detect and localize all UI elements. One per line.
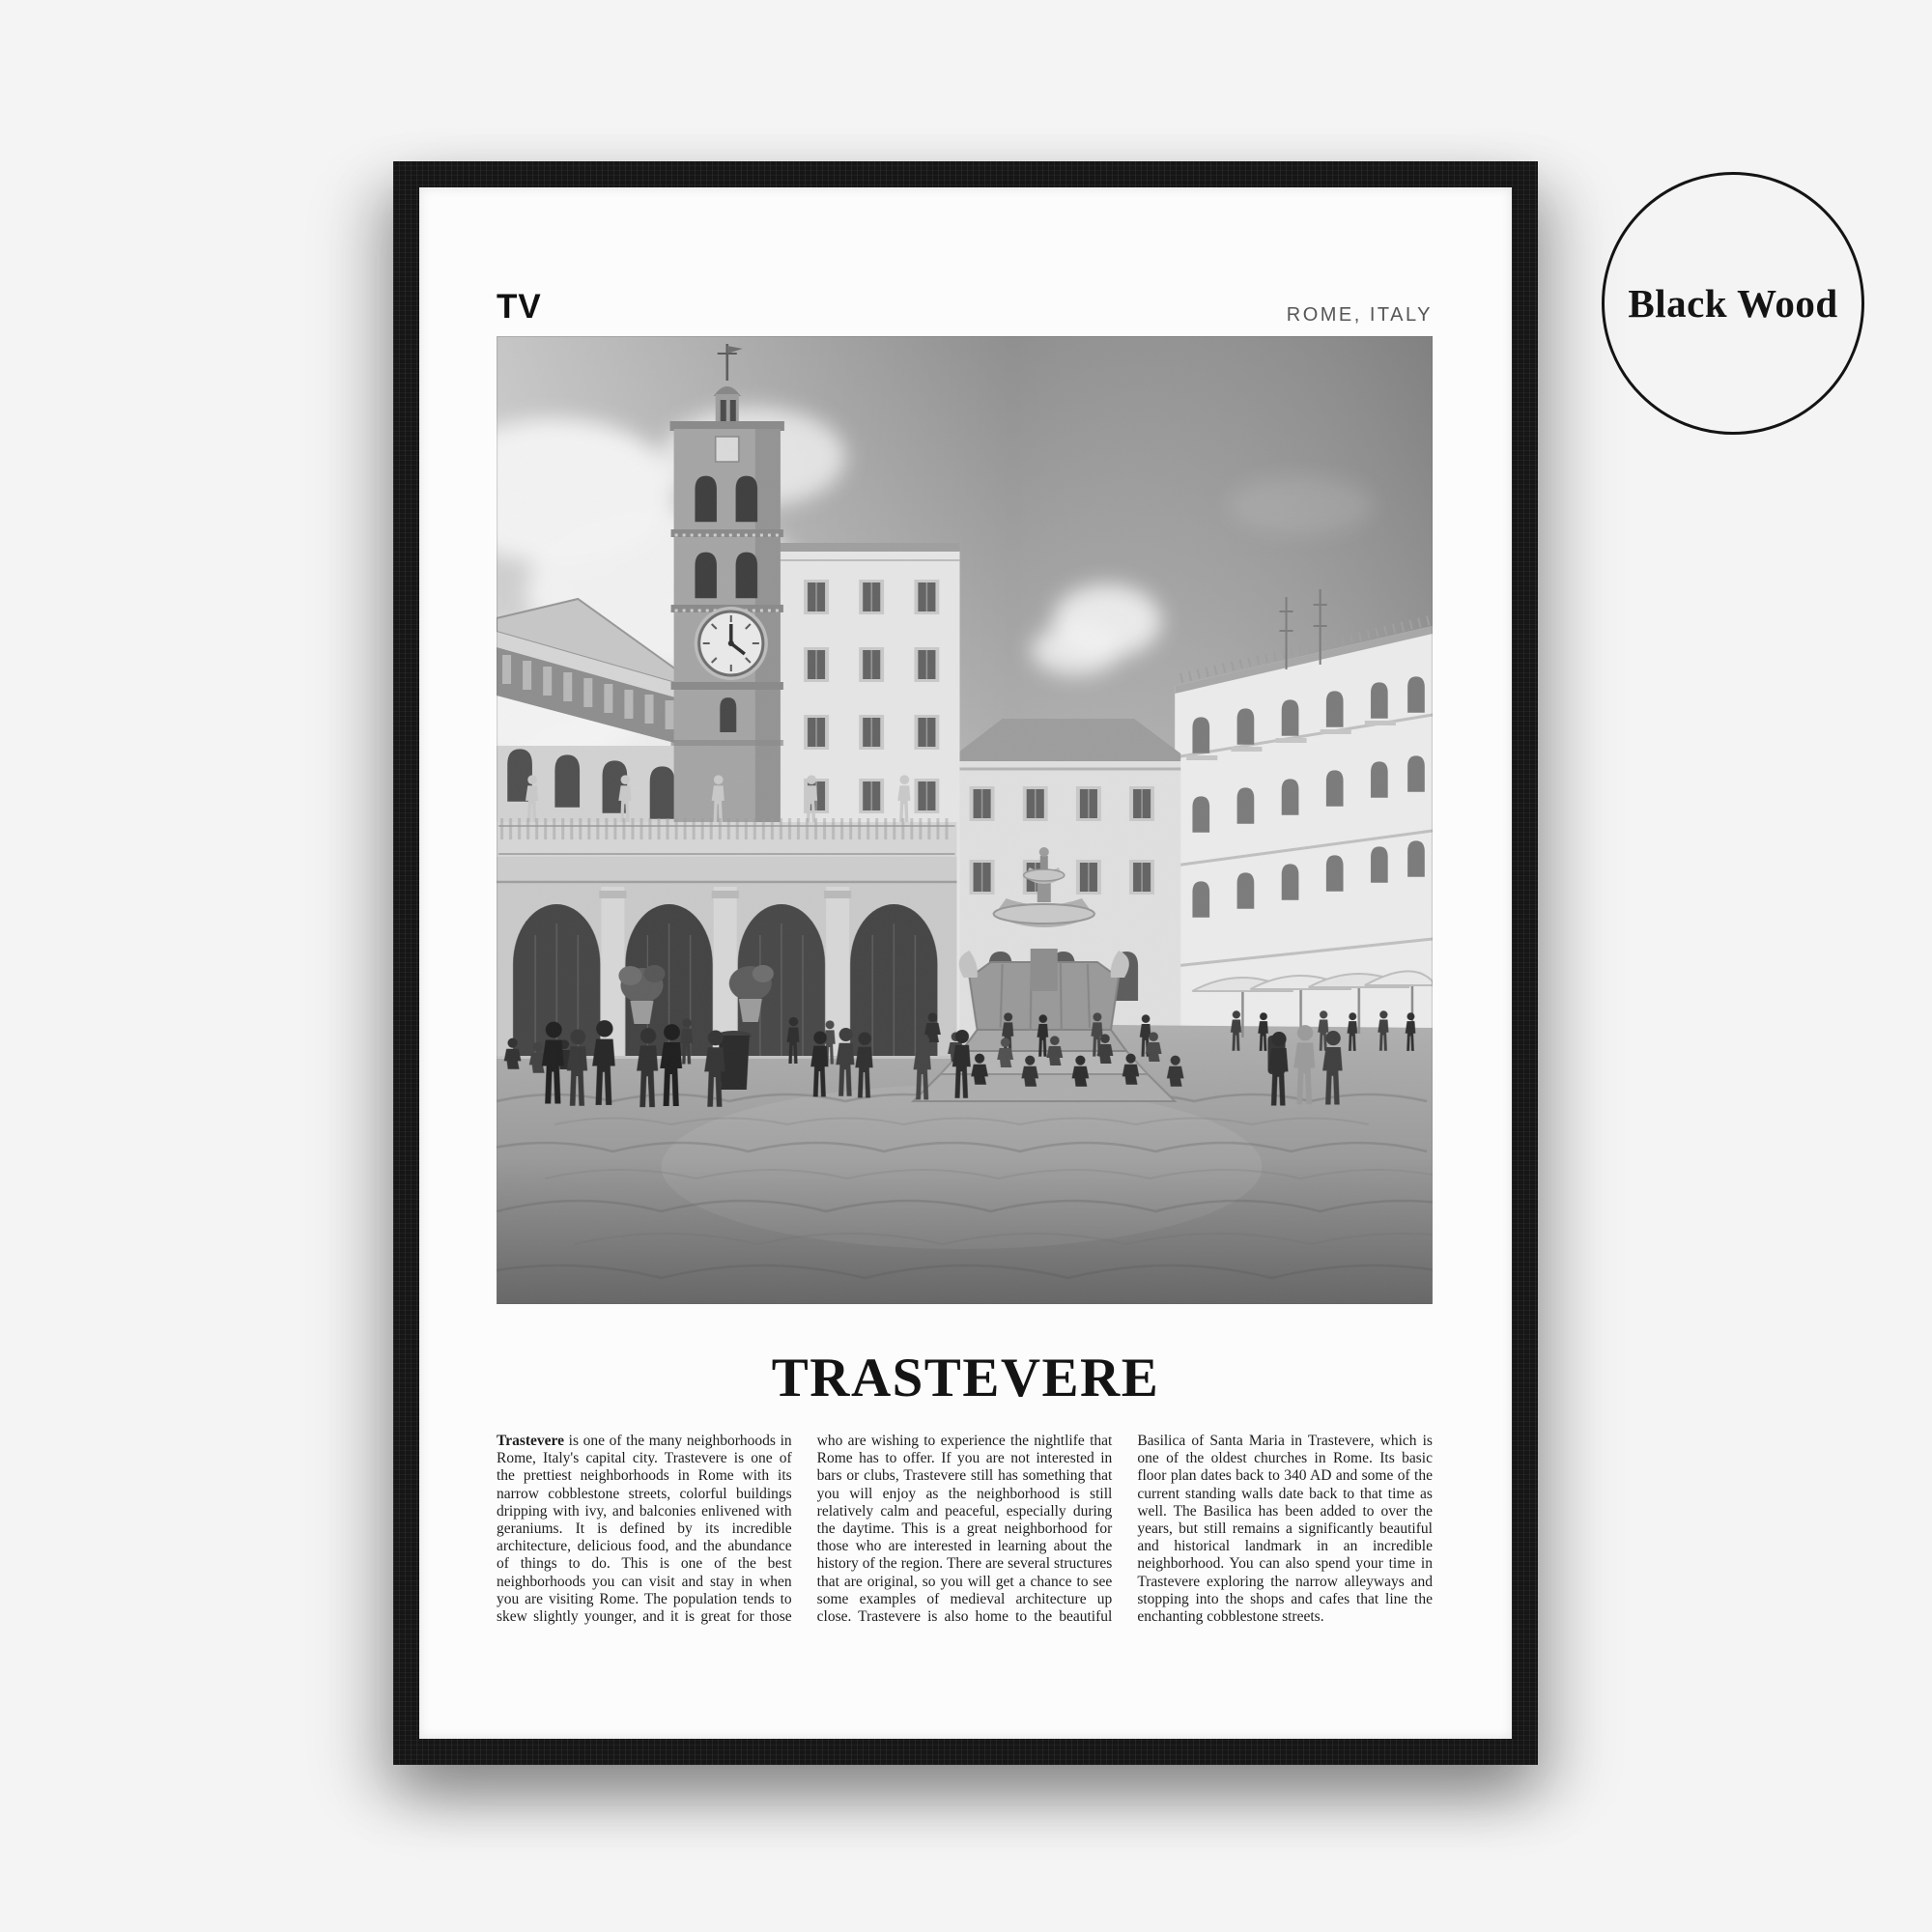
poster-paper (419, 187, 1512, 1739)
film-grain (497, 336, 1433, 1304)
poster-title: TRASTEVERE (771, 1348, 1160, 1408)
poster-photo (497, 336, 1433, 1304)
body-lead-word: Trastevere (497, 1433, 564, 1449)
material-badge-label: Black Wood (1628, 281, 1838, 326)
poster-frame (393, 161, 1538, 1765)
material-badge-circle (1602, 172, 1864, 435)
poster-header (497, 288, 1433, 327)
poster-location-label: ROME, ITALY (1286, 304, 1433, 326)
body-text: is one of the many neighborhoods in Rome, Italy's capital city. Trastevere is one of the prettiest neighborhoods in Rome with its narrow cobblestone streets, colorful buildings dripping with ivy, and balconies enlivened with geraniums. It is defined by its incredible architecture, delicious food, and the abundance of things to do. This is one of the best neighborhoods you can visit and stay in when you are visiting Rome. The population tends to skew slightly younger, and it is great for those who are wishing to experience the nightlife that Rome has to offer. If you are not interested in bars or clubs, Trastevere still has something that you will enjoy as the neighborhood is still relatively calm and peaceful, especially during the daytime. This is a great neighborhood for those who are interested in learning about the history of the region. There are several structures that are original, so you will get a chance to see some examples of medieval architecture up close. Trastevere is also home to the beautiful Basilica of Santa Maria in Trastevere, which is one of the oldest churches in Rome. Its basic floor plan dates back to 340 AD and some of the current standing walls date back to that time as well. The Basilica has been added to over the years, but still remains a significantly beautiful and historical landmark in an incredible neighborhood. You can also spend your time in Trastevere exploring the narrow alleyways and stopping into the shops and cafes that line the enchanting cobblestone streets. (497, 1433, 1433, 1626)
poster-brand-abbreviation: TV (497, 288, 542, 326)
trastevere-photo-illustration (497, 336, 1433, 1304)
poster-body-columns (497, 1433, 1433, 1664)
